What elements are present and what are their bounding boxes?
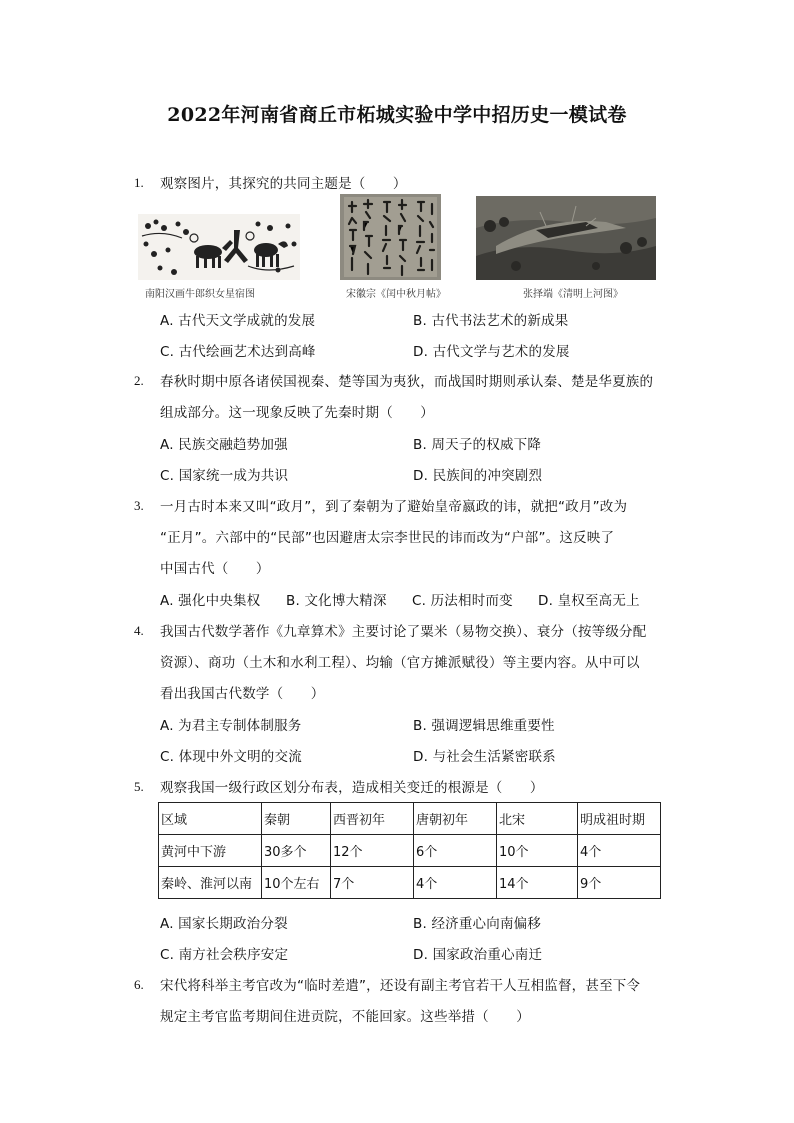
table-header-cell: 秦朝 [262, 803, 331, 835]
table-cell: 10个 [497, 835, 578, 867]
q3-option-d[interactable]: D. 皇权至高无上 [538, 593, 640, 609]
table-row [159, 835, 661, 867]
table-header-row [159, 803, 661, 835]
table-header-cell: 西晋初年 [331, 803, 414, 835]
question-4-stem-line-2: 资源）、商功（土木和水利工程）、均输（官方摊派赋役）等主要内容。从中可以 [160, 655, 640, 671]
table-cell: 30多个 [262, 835, 331, 867]
table-cell: 秦岭、淮河以南 [159, 867, 262, 899]
table-cell: 4个 [414, 867, 497, 899]
page-title: 2022年河南省商丘市柘城实验中学中招历史一模试卷 [167, 104, 627, 126]
caption-han-relief: 南阳汉画牛郎织女星宿图 [145, 289, 255, 300]
question-3-stem-line-2: “正月”。六部中的“民部”也因避唐太宗李世民的讳而改为“户部”。这反映了 [160, 530, 615, 546]
q2-option-d[interactable]: D. 民族间的冲突剧烈 [413, 468, 543, 484]
q5-option-a[interactable]: A. 国家长期政治分裂 [160, 916, 288, 932]
question-6-number: 6. [134, 977, 144, 992]
q3-option-c[interactable]: C. 历法相时而变 [412, 593, 513, 609]
question-5-stem: 观察我国一级行政区划分布表，造成相关变迁的根源是（ ） [160, 780, 544, 796]
question-6-stem-line-1: 宋代将科举主考官改为“临时差遣”，还设有副主考官若干人互相监督，甚至下令 [160, 978, 641, 994]
question-2-stem-line-1: 春秋时期中原各诸侯国视秦、楚等国为夷狄，而战国时期则承认秦、楚是华夏族的 [160, 374, 654, 390]
q4-option-a[interactable]: A. 为君主专制体制服务 [160, 718, 302, 734]
table-cell: 4个 [578, 835, 661, 867]
q1-option-a[interactable]: A. 古代天文学成就的发展 [160, 313, 316, 329]
q3-option-a[interactable]: A. 强化中央集权 [160, 593, 261, 609]
table-header-cell: 唐朝初年 [414, 803, 497, 835]
admin-division-table [158, 802, 661, 899]
q5-option-b[interactable]: B. 经济重心向南偏移 [413, 916, 542, 932]
q4-option-d[interactable]: D. 与社会生活紧密联系 [413, 749, 556, 765]
qingming-scroll-image [476, 196, 656, 280]
q5-option-d[interactable]: D. 国家政治重心南迁 [413, 947, 543, 963]
table-cell: 12个 [331, 835, 414, 867]
table-cell: 6个 [414, 835, 497, 867]
table-row [159, 867, 661, 899]
table-cell: 10个左右 [262, 867, 331, 899]
question-1-number: 1. [134, 175, 144, 190]
question-6-stem-line-2: 规定主考官监考期间住进贡院，不能回家。这些举措（ ） [160, 1009, 530, 1025]
calligraphy-image [340, 194, 441, 280]
q3-option-b[interactable]: B. 文化博大精深 [286, 593, 387, 609]
han-relief-star-map-image [138, 214, 300, 280]
question-3-stem-line-1: 一月古时本来又叫“政月”，到了秦朝为了避始皇帝嬴政的讳，就把“政月”改为 [160, 499, 628, 515]
question-2-stem-line-2: 组成部分。这一现象反映了先秦时期（ ） [160, 405, 434, 421]
q1-option-d[interactable]: D. 古代文学与艺术的发展 [413, 344, 570, 360]
table-header-cell: 区域 [159, 803, 262, 835]
question-3-stem-line-3: 中国古代（ ） [160, 561, 270, 577]
q2-option-a[interactable]: A. 民族交融趋势加强 [160, 437, 288, 453]
table-cell: 14个 [497, 867, 578, 899]
caption-qingming: 张择端《清明上河图》 [523, 289, 623, 300]
question-4-stem-line-3: 看出我国古代数学（ ） [160, 686, 325, 702]
table-cell: 黄河中下游 [159, 835, 262, 867]
q2-option-c[interactable]: C. 国家统一成为共识 [160, 468, 289, 484]
question-3-number: 3. [134, 498, 144, 513]
q5-option-c[interactable]: C. 南方社会秩序安定 [160, 947, 289, 963]
question-1-stem: 观察图片，其探究的共同主题是（ ） [160, 176, 407, 192]
question-4-number: 4. [134, 623, 144, 638]
caption-calligraphy: 宋徽宗《闰中秋月帖》 [346, 289, 446, 300]
q4-option-c[interactable]: C. 体现中外文明的交流 [160, 749, 302, 765]
q2-option-b[interactable]: B. 周天子的权威下降 [413, 437, 542, 453]
table-header-cell: 北宋 [497, 803, 578, 835]
q4-option-b[interactable]: B. 强调逻辑思维重要性 [413, 718, 555, 734]
table-header-cell: 明成祖时期 [578, 803, 661, 835]
question-4-stem-line-1: 我国古代数学著作《九章算术》主要讨论了粟米（易物交换）、衰分（按等级分配 [160, 624, 647, 640]
question-5-number: 5. [134, 779, 144, 794]
q1-option-c[interactable]: C. 古代绘画艺术达到高峰 [160, 344, 316, 360]
q1-option-b[interactable]: B. 古代书法艺术的新成果 [413, 313, 569, 329]
table-cell: 9个 [578, 867, 661, 899]
question-2-number: 2. [134, 373, 144, 388]
table-cell: 7个 [331, 867, 414, 899]
